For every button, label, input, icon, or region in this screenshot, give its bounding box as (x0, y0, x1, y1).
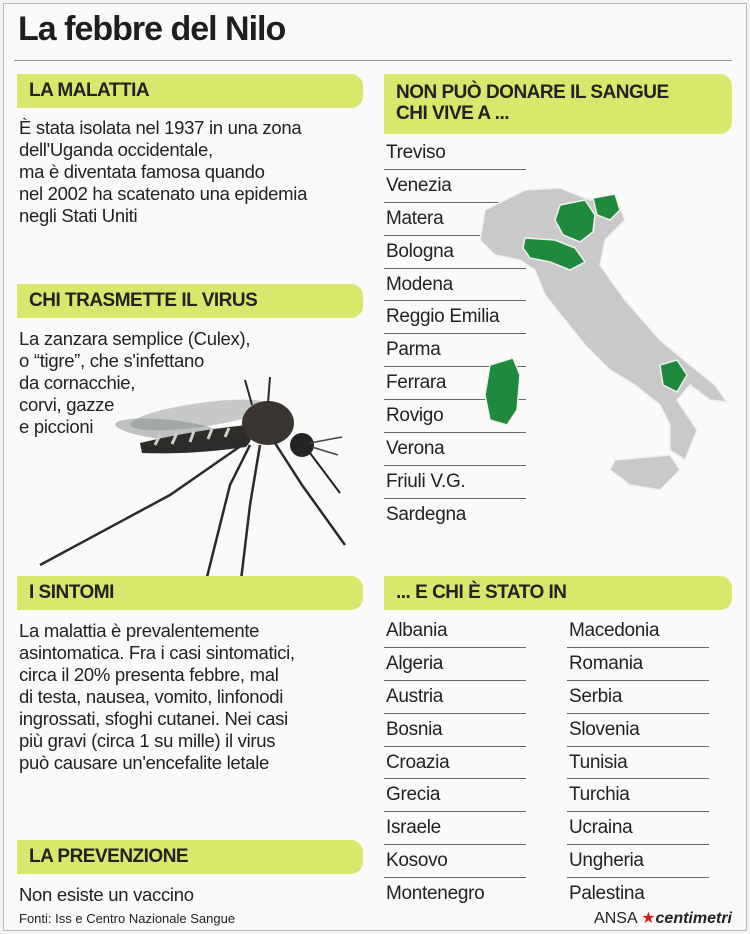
list-item: Ferrara (384, 367, 526, 400)
list-item: Ucraina (567, 812, 709, 845)
list-item: Kosovo (384, 845, 526, 878)
list-item: Parma (384, 334, 526, 367)
centimetri-wordmark: centimetri (655, 910, 732, 927)
list-item: Austria (384, 681, 526, 714)
list-item: Albania (384, 615, 526, 648)
list-item: Sardegna (386, 503, 467, 525)
list-item: Bologna (384, 236, 526, 269)
trasmissione-text: La zanzara semplice (Culex), o “tigre”, che s'infettano da cornacchie, corvi, gazze e piccioni (19, 328, 251, 437)
countries-list-2 (567, 615, 709, 911)
mosquito-illustration (20, 375, 365, 605)
list-item: Modena (384, 269, 526, 302)
list-item: Reggio Emilia (384, 301, 526, 334)
sources-note: Fonti: Iss e Centro Nazionale Sangue (19, 911, 236, 926)
prevenzione-heading: LA PREVENZIONE (17, 840, 363, 874)
sintomi-text: La malattia è prevalentemente asintomatica. Fra i casi sintomatici, circa il 20% presenta febbre, mal di testa, nausea, vomito, linfonodi ingrossati, sfoghi cutanei. Nei casi più gravi (circa 1 su mille) il virus può causare un'encefalite letale (19, 620, 295, 773)
trasmissione-heading: CHI TRASMETTE IL VIRUS (17, 284, 363, 318)
list-item: Romania (567, 648, 709, 681)
list-item: Friuli V.G. (384, 466, 526, 499)
list-item: Tunisia (567, 747, 709, 780)
list-item: Ungheria (567, 845, 709, 878)
italy-map (465, 170, 735, 500)
list-item: Croazia (384, 747, 526, 780)
list-item: Palestina (569, 883, 645, 905)
prevenzione-text: Non esiste un vaccino (19, 884, 194, 905)
list-item: Israele (384, 812, 526, 845)
list-item: Verona (384, 433, 526, 466)
sintomi-heading: I SINTOMI (17, 576, 363, 610)
malattia-text: È stata isolata nel 1937 in una zona dell'Uganda occidentale, ma è diventata famosa quando nel 2002 ha scatenato una epidemia negli Stati Uniti (19, 117, 308, 226)
donazione-heading: NON PUÒ DONARE IL SANGUE CHI VIVE A ... (384, 74, 732, 134)
ansa-wordmark: ANSA (594, 910, 637, 927)
title-divider (14, 60, 732, 61)
list-item: Algeria (384, 648, 526, 681)
countries-list-1 (384, 615, 526, 911)
list-item: Venezia (384, 170, 526, 203)
list-item: Slovenia (567, 714, 709, 747)
paesi-heading: ... E CHI È STATO IN (384, 576, 732, 610)
list-item: Treviso (384, 137, 526, 170)
list-item: Montenegro (386, 883, 485, 905)
page-title: La febbre del Nilo (18, 10, 286, 48)
list-item: Turchia (567, 779, 709, 812)
malattia-heading: LA MALATTIA (17, 74, 363, 108)
ansa-centimetri-logo (594, 908, 732, 928)
list-item: Rovigo (384, 400, 526, 433)
list-item: Bosnia (384, 714, 526, 747)
list-item: Grecia (384, 779, 526, 812)
list-item: Matera (384, 203, 526, 236)
list-item: Serbia (567, 681, 709, 714)
star-icon: ★ (641, 910, 656, 927)
list-item: Macedonia (567, 615, 709, 648)
